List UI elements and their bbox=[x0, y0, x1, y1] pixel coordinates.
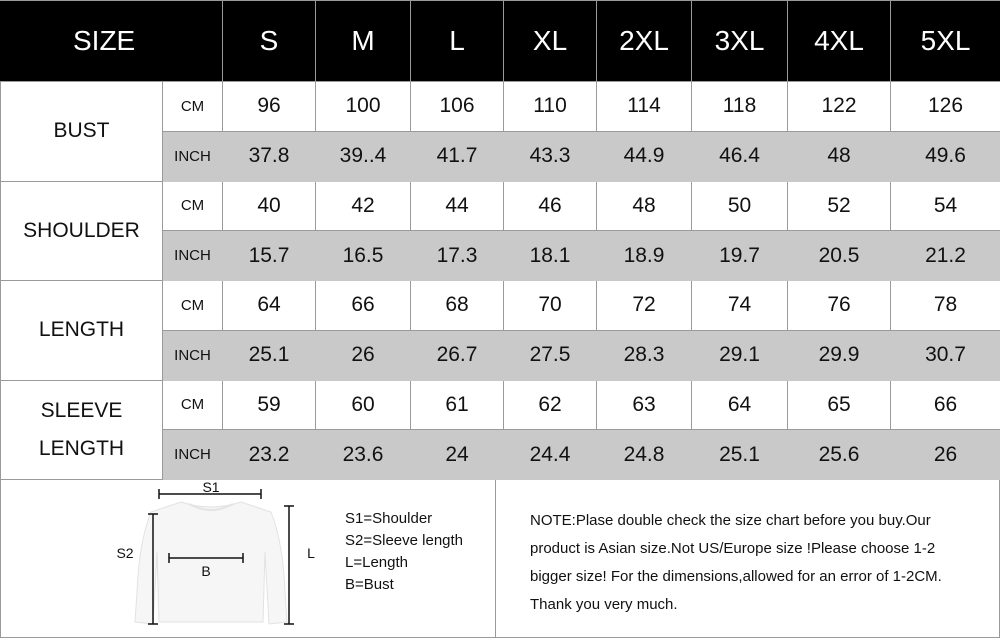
measurement-label bbox=[1, 181, 163, 281]
note-line: NOTE:Plase double check the size chart before you buy.Our bbox=[530, 512, 931, 529]
value-cell: 27.5 bbox=[504, 330, 597, 380]
value-cell: 64 bbox=[223, 281, 316, 331]
value-cell: 39..4 bbox=[316, 131, 411, 181]
value-cell: 66 bbox=[316, 281, 411, 331]
b-label: B bbox=[201, 563, 211, 579]
value-cell: 15.7 bbox=[223, 231, 316, 281]
value-cell: 122 bbox=[788, 82, 891, 132]
s1-label: S1 bbox=[202, 482, 220, 495]
value-cell: 43.3 bbox=[504, 131, 597, 181]
l-label: L bbox=[307, 545, 315, 561]
unit-cell: INCH bbox=[163, 231, 223, 281]
measurement-legend bbox=[345, 508, 463, 596]
legend-item: S2=Sleeve length bbox=[345, 532, 464, 549]
value-cell: 62 bbox=[504, 380, 597, 430]
bottom-section bbox=[0, 480, 1000, 639]
value-cell: 44 bbox=[411, 181, 504, 231]
value-cell: 48 bbox=[597, 181, 692, 231]
value-cell: 74 bbox=[692, 281, 788, 331]
value-cell: 41.7 bbox=[411, 131, 504, 181]
value-cell: 25.1 bbox=[692, 430, 788, 480]
value-cell: 65 bbox=[788, 380, 891, 430]
size-header-label: SIZE bbox=[1, 1, 223, 82]
value-cell: 17.3 bbox=[411, 231, 504, 281]
value-cell: 24.8 bbox=[597, 430, 692, 480]
value-cell: 26 bbox=[891, 430, 1000, 480]
shoulder-cm-row bbox=[1, 181, 1000, 231]
value-cell: 76 bbox=[788, 281, 891, 331]
value-cell: 23.6 bbox=[316, 430, 411, 480]
value-cell: 54 bbox=[891, 181, 1000, 231]
value-cell: 42 bbox=[316, 181, 411, 231]
unit-cell: CM bbox=[163, 181, 223, 231]
value-cell: 106 bbox=[411, 82, 504, 132]
note-line: product is Asian size.Not US/Europe size !Please choose 1-2 bbox=[530, 540, 936, 557]
unit-cell: INCH bbox=[163, 131, 223, 181]
value-cell: 63 bbox=[597, 380, 692, 430]
value-cell: 72 bbox=[597, 281, 692, 331]
value-cell: 19.7 bbox=[692, 231, 788, 281]
value-cell: 61 bbox=[411, 380, 504, 430]
unit-cell: INCH bbox=[163, 330, 223, 380]
value-cell: 25.6 bbox=[788, 430, 891, 480]
value-cell: 18.1 bbox=[504, 231, 597, 281]
unit-cell: CM bbox=[163, 380, 223, 430]
value-cell: 44.9 bbox=[597, 131, 692, 181]
value-cell: 16.5 bbox=[316, 231, 411, 281]
value-cell: 26.7 bbox=[411, 330, 504, 380]
value-cell: 48 bbox=[788, 131, 891, 181]
value-cell: 78 bbox=[891, 281, 1000, 331]
measurement-label-line: SHOULDER bbox=[23, 218, 140, 242]
value-cell: 114 bbox=[597, 82, 692, 132]
value-cell: 96 bbox=[223, 82, 316, 132]
value-cell: 46 bbox=[504, 181, 597, 231]
legend-item: B=Bust bbox=[345, 576, 394, 593]
value-cell: 100 bbox=[316, 82, 411, 132]
value-cell: 28.3 bbox=[597, 330, 692, 380]
value-cell: 126 bbox=[891, 82, 1000, 132]
size-header-cell: M bbox=[316, 1, 411, 82]
size-header-cell: 3XL bbox=[692, 1, 788, 82]
value-cell: 59 bbox=[223, 380, 316, 430]
value-cell: 25.1 bbox=[223, 330, 316, 380]
size-header-cell: L bbox=[411, 1, 504, 82]
value-cell: 24.4 bbox=[504, 430, 597, 480]
value-cell: 21.2 bbox=[891, 231, 1000, 281]
measurement-label-line: LENGTH bbox=[38, 436, 125, 460]
legend-item: L=Length bbox=[345, 554, 408, 571]
bust-cm-row bbox=[1, 82, 1000, 132]
value-cell: 66 bbox=[891, 380, 1000, 430]
measurement-label bbox=[1, 281, 163, 381]
note-line: bigger size! For the dimensions,allowed for an error of 1-2CM. bbox=[530, 568, 942, 585]
size-header-cell: 5XL bbox=[891, 1, 1000, 82]
legend-item: S1=Shoulder bbox=[345, 510, 433, 527]
measurement-label bbox=[1, 82, 163, 182]
value-cell: 118 bbox=[692, 82, 788, 132]
value-cell: 64 bbox=[692, 380, 788, 430]
size-header-cell: 4XL bbox=[788, 1, 891, 82]
value-cell: 29.1 bbox=[692, 330, 788, 380]
value-cell: 20.5 bbox=[788, 231, 891, 281]
sleeve-length-cm-row bbox=[1, 380, 1000, 430]
measurement-label-line: BUST bbox=[53, 119, 110, 143]
value-cell: 23.2 bbox=[223, 430, 316, 480]
size-header-cell: S bbox=[223, 1, 316, 82]
value-cell: 52 bbox=[788, 181, 891, 231]
size-header-cell: XL bbox=[504, 1, 597, 82]
sweatshirt-diagram bbox=[101, 482, 341, 634]
value-cell: 37.8 bbox=[223, 131, 316, 181]
value-cell: 30.7 bbox=[891, 330, 1000, 380]
measurement-guide bbox=[0, 480, 496, 638]
measurement-label-line: LENGTH bbox=[38, 318, 125, 342]
value-cell: 110 bbox=[504, 82, 597, 132]
s2-label: S2 bbox=[116, 545, 134, 561]
measurement-label-line: SLEEVE bbox=[40, 398, 123, 422]
unit-cell: CM bbox=[163, 82, 223, 132]
size-note bbox=[530, 507, 992, 619]
length-cm-row bbox=[1, 281, 1000, 331]
value-cell: 50 bbox=[692, 181, 788, 231]
measurement-label bbox=[1, 380, 163, 480]
note-box bbox=[496, 480, 1000, 638]
sweatshirt-shape bbox=[135, 502, 287, 624]
value-cell: 26 bbox=[316, 330, 411, 380]
value-cell: 46.4 bbox=[692, 131, 788, 181]
size-header-cell: 2XL bbox=[597, 1, 692, 82]
value-cell: 49.6 bbox=[891, 131, 1000, 181]
value-cell: 60 bbox=[316, 380, 411, 430]
value-cell: 24 bbox=[411, 430, 504, 480]
value-cell: 68 bbox=[411, 281, 504, 331]
value-cell: 40 bbox=[223, 181, 316, 231]
value-cell: 18.9 bbox=[597, 231, 692, 281]
value-cell: 70 bbox=[504, 281, 597, 331]
unit-cell: CM bbox=[163, 281, 223, 331]
note-line: Thank you very much. bbox=[530, 596, 678, 613]
value-cell: 29.9 bbox=[788, 330, 891, 380]
size-header-row bbox=[1, 1, 1000, 82]
unit-cell: INCH bbox=[163, 430, 223, 480]
